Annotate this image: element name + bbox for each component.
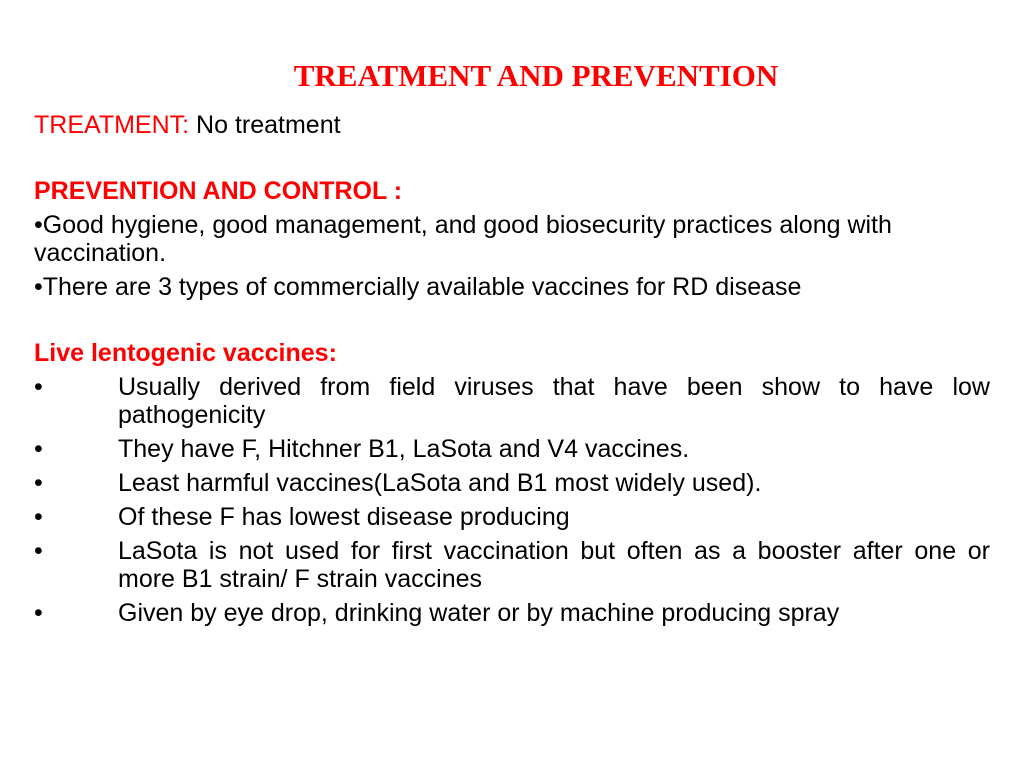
vaccine-list-item	[34, 599, 990, 627]
slide-body	[34, 111, 1018, 633]
bullet-marker: •	[34, 373, 43, 401]
vaccine-list-item	[34, 373, 990, 429]
vaccine-list-text: Given by eye drop, drinking water or by machine producing spray	[118, 599, 840, 627]
slide-title: TREATMENT AND PREVENTION	[293, 58, 779, 93]
treatment-text: No treatment	[196, 111, 341, 139]
vaccine-list-item	[34, 469, 990, 497]
bullet-marker: •	[34, 503, 43, 531]
vaccine-list-text: Usually derived from field viruses that have been show to have low pathogenicity	[118, 373, 990, 429]
prevention-heading: PREVENTION AND CONTROL :	[34, 177, 403, 205]
bullet-marker: •	[34, 537, 43, 565]
vaccine-list-item	[34, 537, 1018, 593]
treatment-line	[34, 111, 990, 139]
treatment-label: TREATMENT:	[34, 111, 190, 139]
prevention-item: •Good hygiene, good management, and good biosecurity practices along with vaccination.	[34, 211, 892, 267]
vaccine-list-text: LaSota is not used for first vaccination but often as a booster after one or more B1 strain/ F strain vaccines	[118, 537, 1018, 593]
bullet-marker: •	[34, 435, 43, 463]
live-vaccines-heading: Live lentogenic vaccines:	[34, 339, 337, 367]
vaccine-list-item	[34, 503, 990, 531]
vaccine-list-item	[34, 435, 990, 463]
vaccine-list-text: Least harmful vaccines(LaSota and B1 most widely used).	[118, 469, 762, 497]
vaccine-list-text: Of these F has lowest disease producing	[118, 503, 570, 531]
bullet-marker: •	[34, 469, 43, 497]
bullet-marker: •	[34, 599, 43, 627]
prevention-item: •There are 3 types of commercially available vaccines for RD disease	[34, 273, 802, 301]
vaccine-list-text: They have F, Hitchner B1, LaSota and V4 vaccines.	[118, 435, 690, 463]
